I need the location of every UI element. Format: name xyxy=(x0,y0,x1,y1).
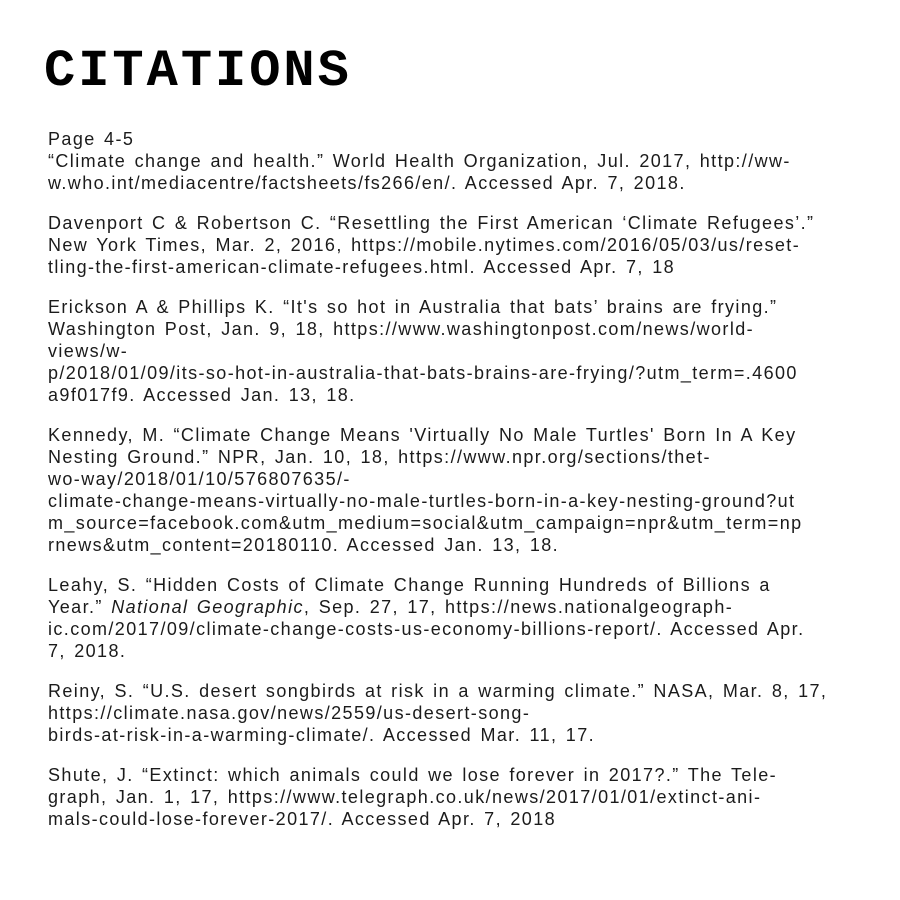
citation-text-segment: New York Times, Mar. 2, 2016, https://mobile.nytimes.com/2016/05/03/us/reset- xyxy=(48,235,801,255)
citation-text-segment: Davenport C & Robertson C. “Resettling the First American ‘Climate Refugees’.” xyxy=(48,213,815,233)
citation-line xyxy=(48,318,860,340)
citation-line xyxy=(48,512,860,534)
citation-text-segment: Shute, J. “Extinct: which animals could we lose forever in 2017?.” The Tele- xyxy=(48,765,778,785)
citation-text-segment: Kennedy, M. “Climate Change Means 'Virtually No Male Turtles' Born In A Key xyxy=(48,425,797,445)
citation-line xyxy=(48,468,860,490)
citation-text-segment: mals-could-lose-forever-2017/. Accessed Apr. 7, 2018 xyxy=(48,809,557,829)
page-range-label: Page 4-5 xyxy=(48,129,135,149)
citation-text-segment: Leahy, S. “Hidden Costs of Climate Change Running Hundreds of Billions a xyxy=(48,575,771,595)
citation-line xyxy=(48,296,860,318)
citation-text-segment: , Sep. 27, 17, https://news.nationalgeograph- xyxy=(303,597,734,617)
citation-entry xyxy=(48,296,860,406)
citation-text-segment: climate-change-means-virtually-no-male-turtles-born-in-a-key-nesting-ground?ut xyxy=(48,491,796,511)
citation-line xyxy=(48,362,860,384)
citation-entry xyxy=(48,212,860,278)
citation-line xyxy=(48,534,860,556)
citation-text-segment: w.who.int/mediacentre/factsheets/fs266/en/. Accessed Apr. 7, 2018. xyxy=(48,173,686,193)
citation-line xyxy=(48,724,860,746)
citation-text-segment: Nesting Ground.” NPR, Jan. 10, 18, https://www.npr.org/sections/thet- xyxy=(48,447,711,467)
citation-text-segment: rnews&utm_content=20180110. Accessed Jan. 13, 18. xyxy=(48,535,560,555)
citation-line xyxy=(48,574,860,596)
citation-text-segment: ic.com/2017/09/climate-change-costs-us-economy-billions-report/. Accessed Apr. xyxy=(48,619,805,639)
citation-entry xyxy=(48,150,860,194)
citation-text-segment: views/w- xyxy=(48,341,129,361)
citation-line xyxy=(48,596,860,618)
citation-line xyxy=(48,702,860,724)
citation-line xyxy=(48,340,860,362)
citation-text-segment: wo-way/2018/01/10/576807635/- xyxy=(48,469,351,489)
citation-entry xyxy=(48,764,860,830)
citation-line xyxy=(48,172,860,194)
citation-line xyxy=(48,150,860,172)
citation-entry xyxy=(48,680,860,746)
citation-line xyxy=(48,256,860,278)
citation-text-segment: Erickson A & Phillips K. “It's so hot in Australia that bats’ brains are frying.” xyxy=(48,297,778,317)
citation-text-segment: Reiny, S. “U.S. desert songbirds at risk in a warming climate.” NASA, Mar. 8, 17, xyxy=(48,681,828,701)
citation-text-segment: https://climate.nasa.gov/news/2559/us-desert-song- xyxy=(48,703,531,723)
citation-line xyxy=(48,424,860,446)
citation-line xyxy=(48,808,860,830)
citation-text-segment: “Climate change and health.” World Health Organization, Jul. 2017, http://ww- xyxy=(48,151,791,171)
citation-text-segment: birds-at-risk-in-a-warming-climate/. Accessed Mar. 11, 17. xyxy=(48,725,596,745)
citation-text-segment: Year.” xyxy=(48,597,112,617)
citation-text-segment: tling-the-first-american-climate-refugees.html. Accessed Apr. 7, 18 xyxy=(48,257,676,277)
citation-line xyxy=(48,680,860,702)
citation-line xyxy=(48,212,860,234)
citation-line xyxy=(48,640,860,662)
citation-line xyxy=(48,490,860,512)
citation-text-segment: m_source=facebook.com&utm_medium=social&utm_campaign=npr&utm_term=np xyxy=(48,513,803,533)
citation-line xyxy=(48,234,860,256)
citation-line xyxy=(48,384,860,406)
citation-text-segment: graph, Jan. 1, 17, https://www.telegraph.co.uk/news/2017/01/01/extinct-ani- xyxy=(48,787,762,807)
citation-text-segment: p/2018/01/09/its-so-hot-in-australia-that-bats-brains-are-frying/?utm_term=.4600 xyxy=(48,363,798,383)
citation-entry xyxy=(48,574,860,662)
citation-text-segment: a9f017f9. Accessed Jan. 13, 18. xyxy=(48,385,356,405)
citation-body xyxy=(48,128,860,830)
citation-line xyxy=(48,618,860,640)
citation-italic-segment: National Geographic xyxy=(111,597,304,617)
citation-line xyxy=(48,786,860,808)
page-title: CITATIONS xyxy=(44,42,352,101)
citation-list xyxy=(48,150,860,830)
citation-line xyxy=(48,764,860,786)
citation-text-segment: Washington Post, Jan. 9, 18, https://www.washingtonpost.com/news/world- xyxy=(48,319,755,339)
citation-entry xyxy=(48,424,860,556)
citation-line xyxy=(48,446,860,468)
citation-text-segment: 7, 2018. xyxy=(48,641,127,661)
